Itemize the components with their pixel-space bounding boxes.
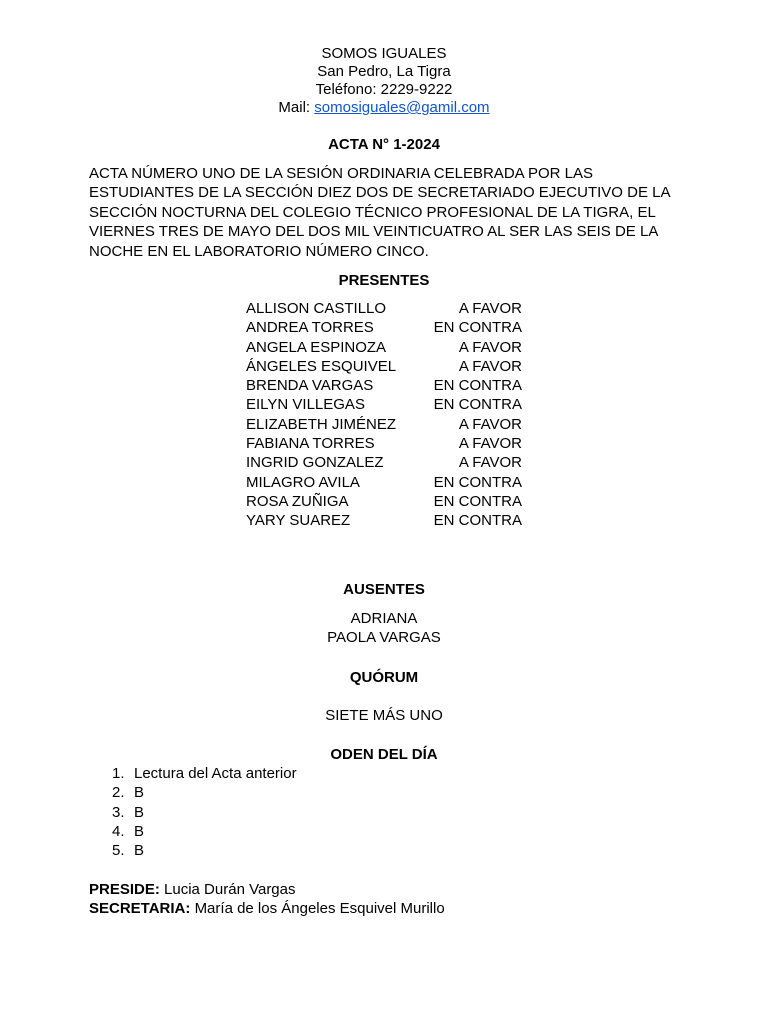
attendee-name: ANDREA TORRES [246,319,374,337]
presentes-row [246,318,526,337]
attendee-vote: A FAVOR [458,338,522,356]
orden-item-number: 2. [112,784,125,802]
attendee-vote: EN CONTRA [433,512,522,530]
attendee-vote: EN CONTRA [433,492,522,510]
presentes-row [246,357,526,376]
attendee-name: ELIZABETH JIMÉNEZ [246,415,397,433]
organization-phone: Teléfono: 2229-9222 [315,81,453,98]
absent-name: PAOLA VARGAS [327,628,441,646]
presentes-row [246,395,526,414]
organization-location: San Pedro, La Tigra [317,63,451,80]
orden-title: ODEN DEL DÍA [330,746,438,763]
ausentes-title: AUSENTES [343,581,425,598]
orden-item-number: 4. [112,822,125,840]
organization-name: SOMOS IGUALES [321,45,447,62]
attendee-name: ALLISON CASTILLO [246,300,387,317]
mail-label: Mail: [278,99,315,116]
attendee-name: FABIANA TORRES [246,435,375,453]
orden-item [108,841,297,860]
orden-item [108,783,297,802]
orden-item-text: B [134,842,145,860]
preside-name: Lucia Durán Vargas [164,881,296,898]
attendee-vote: A FAVOR [458,454,522,472]
attendee-name: ROSA ZUÑIGA [246,492,349,510]
attendee-vote: EN CONTRA [433,473,522,491]
orden-list [108,764,297,860]
acta-title: ACTA N° 1-2024 [328,136,440,153]
quorum-title: QUÓRUM [349,669,419,686]
orden-item-number: 1. [112,765,125,782]
orden-item-number: 5. [112,842,125,860]
acta-paragraph: ACTA NÚMERO UNO DE LA SESIÓN ORDINARIA CELEBRADA POR LAS ESTUDIANTES DE LA SECCIÓN DIEZ DOS DE SECRETARIADO EJECUTIVO DE LA SECCIÓN NOCTURNA DEL COLEGIO TÉCNICO PROFESIONAL DE LA TIGRA, EL VIERNES TRES DE MAYO DEL DOS MIL VEINTICUATRO AL SER LAS SEIS DE LA NOCHE EN EL LABORATORIO NÚMERO CINCO. [89,165,670,260]
orden-item-text: B [134,822,145,840]
secretaria-name: María de los Ángeles Esquivel Murillo [194,900,445,917]
presentes-table [246,299,526,531]
orden-item [108,764,297,783]
presentes-row [246,511,526,530]
presentes-row [246,434,526,453]
presentes-row [246,299,526,318]
quorum-value: SIETE MÁS UNO [325,707,443,724]
attendee-name: EILYN VILLEGAS [246,396,365,414]
secretaria-label: SECRETARIA: [89,900,191,917]
attendee-name: ANGELA ESPINOZA [246,338,387,356]
attendee-vote: A FAVOR [458,415,522,433]
attendee-name: INGRID GONZALEZ [246,454,384,472]
presentes-row [246,453,526,472]
attendee-vote: A FAVOR [458,357,522,375]
attendee-name: ÁNGELES ESQUIVEL [246,357,397,375]
attendee-vote: EN CONTRA [433,396,522,414]
orden-item [108,822,297,841]
presentes-title: PRESENTES [338,272,430,289]
presentes-row [246,415,526,434]
presentes-row [246,338,526,357]
preside-line [89,880,296,899]
attendee-vote: EN CONTRA [433,319,522,337]
orden-item-number: 3. [112,803,125,821]
attendee-vote: A FAVOR [458,435,522,453]
ausentes-list [0,610,768,647]
absent-name: ADRIANA [350,610,418,627]
presentes-row [246,376,526,395]
preside-label: PRESIDE: [89,881,160,898]
letterhead [0,45,768,117]
orden-item-text: B [134,784,145,802]
attendee-name: BRENDA VARGAS [246,377,374,395]
attendee-vote: EN CONTRA [433,377,522,395]
secretaria-line [89,899,445,918]
organization-mail [0,99,768,117]
mail-link[interactable]: somosiguales@gamil.com [314,99,490,116]
attendee-name: YARY SUAREZ [246,512,351,530]
attendee-name: MILAGRO AVILA [246,473,360,491]
presentes-row [246,473,526,492]
attendee-vote: A FAVOR [458,300,522,317]
presentes-row [246,492,526,511]
orden-item-text: B [134,803,145,821]
orden-item-text: Lectura del Acta anterior [134,765,297,782]
orden-item [108,803,297,822]
